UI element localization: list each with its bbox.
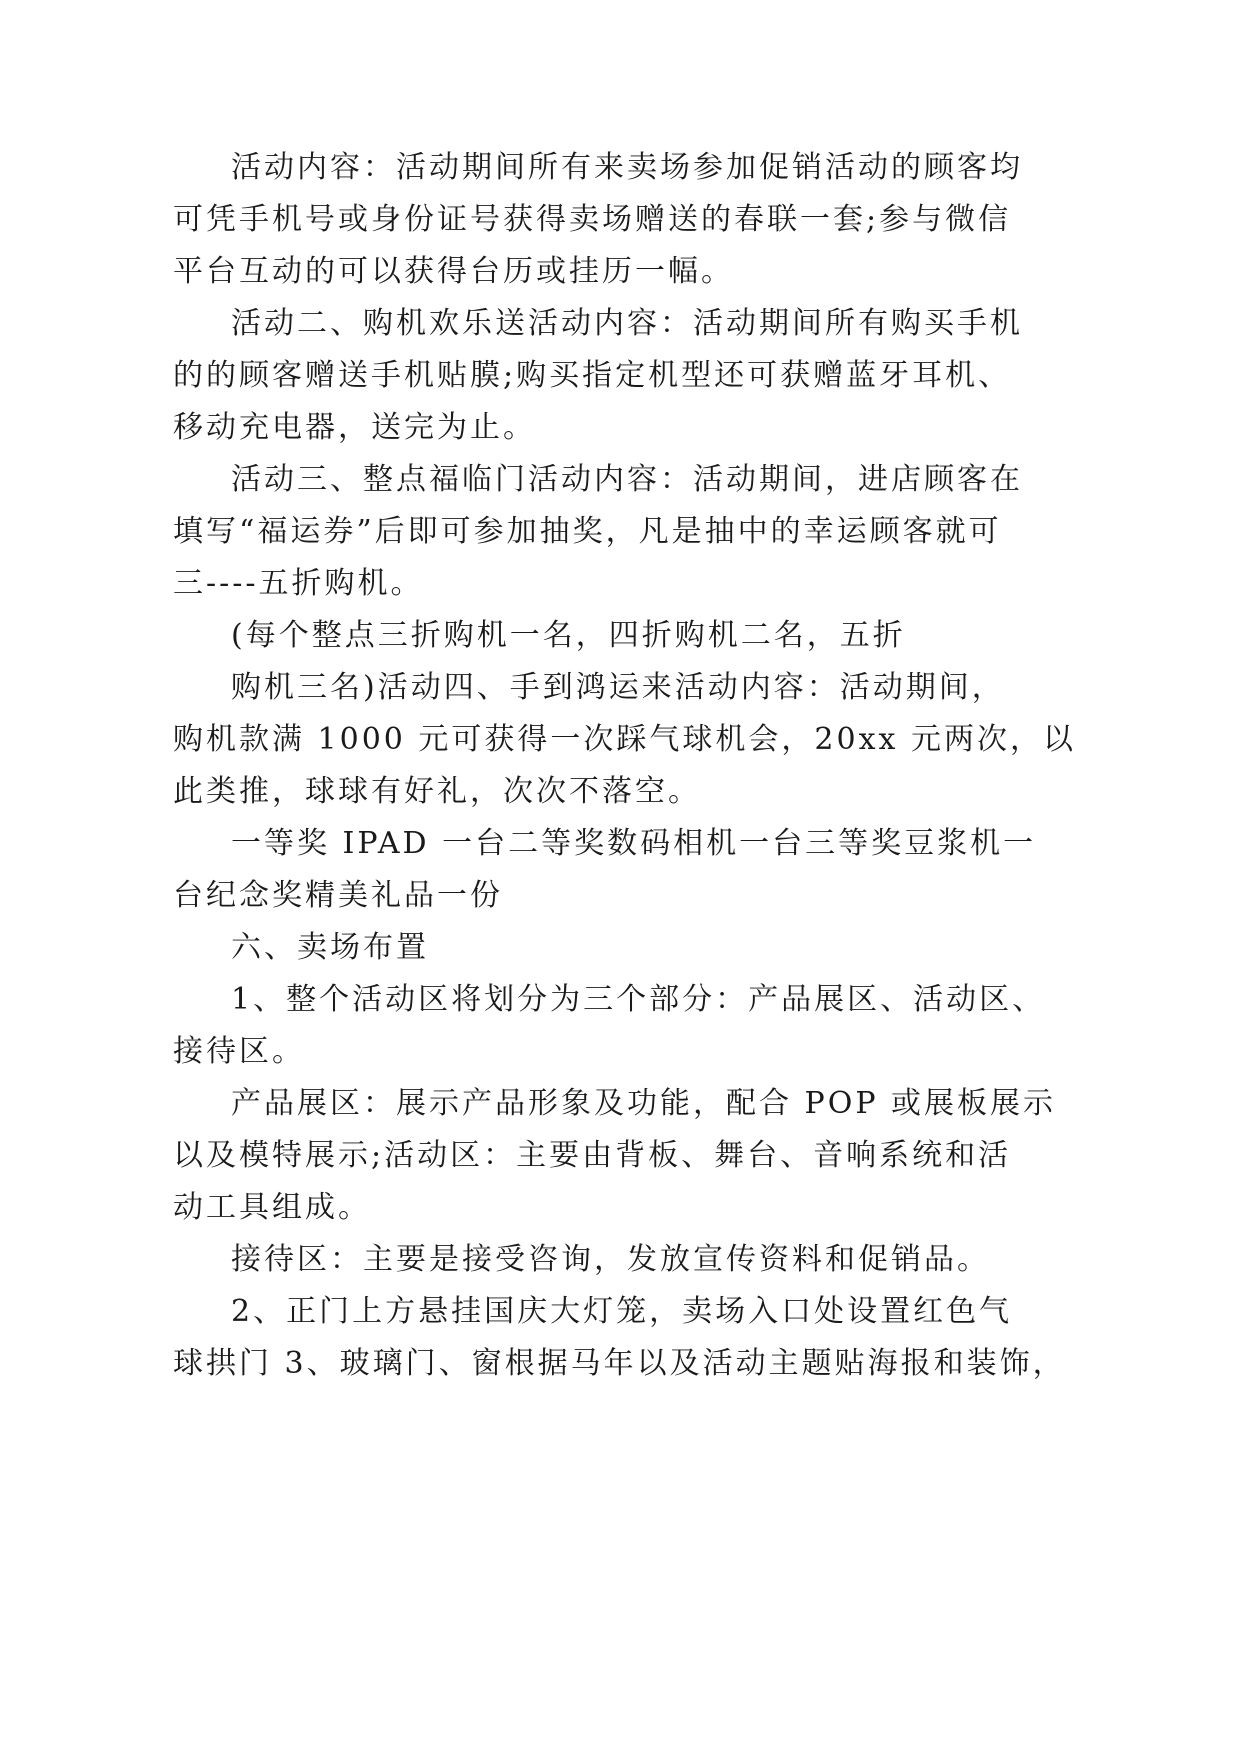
text-line: 购机款满 1000 元可获得一次踩气球机会，20xx 元两次，以	[173, 722, 1076, 757]
text-line: 一等奖 IPAD 一台二等奖数码相机一台三等奖豆浆机一	[231, 826, 1037, 861]
text-line: 购机三名)活动四、手到鸿运来活动内容：活动期间，	[231, 670, 1005, 705]
text-line: 平台互动的可以获得台历或挂历一幅。	[173, 254, 734, 289]
text-line: 填写“福运券”后即可参加抽奖，凡是抽中的幸运顾客就可	[173, 514, 1002, 549]
text-line: 活动二、购机欢乐送活动内容：活动期间所有购买手机	[231, 306, 1023, 341]
text-line: 活动三、整点福临门活动内容：活动期间，进店顾客在	[231, 462, 1023, 497]
text-line: 台纪念奖精美礼品一份	[173, 878, 503, 913]
text-line: (每个整点三折购机一名，四折购机二名，五折	[231, 618, 906, 653]
section-heading: 六、卖场布置	[231, 930, 429, 965]
text-line: 以及模特展示;活动区：主要由背板、舞台、音响系统和活	[173, 1138, 1012, 1173]
text-line: 球拱门 3、玻璃门、窗根据马年以及活动主题贴海报和装饰，	[173, 1346, 1066, 1381]
text-line: 产品展区：展示产品形象及功能，配合 POP 或展板展示	[231, 1086, 1057, 1121]
text-line: 接待区：主要是接受咨询，发放宣传资料和促销品。	[231, 1242, 990, 1277]
text-line: 活动内容：活动期间所有来卖场参加促销活动的顾客均	[231, 150, 1023, 185]
text-line: 的的顾客赠送手机贴膜;购买指定机型还可获赠蓝牙耳机、	[173, 358, 1012, 393]
text-line: 三----五折购机。	[173, 566, 424, 601]
text-line: 接待区。	[173, 1034, 305, 1069]
text-line: 可凭手机号或身份证号获得卖场赠送的春联一套;参与微信	[173, 202, 1012, 237]
text-line: 动工具组成。	[173, 1190, 371, 1225]
text-line: 此类推，球球有好礼，次次不落空。	[173, 774, 701, 809]
text-line: 2、正门上方悬挂国庆大灯笼，卖场入口处设置红色气	[231, 1294, 1013, 1329]
text-line: 移动充电器，送完为止。	[173, 410, 536, 445]
text-line: 1、整个活动区将划分为三个部分：产品展区、活动区、	[231, 982, 1046, 1017]
